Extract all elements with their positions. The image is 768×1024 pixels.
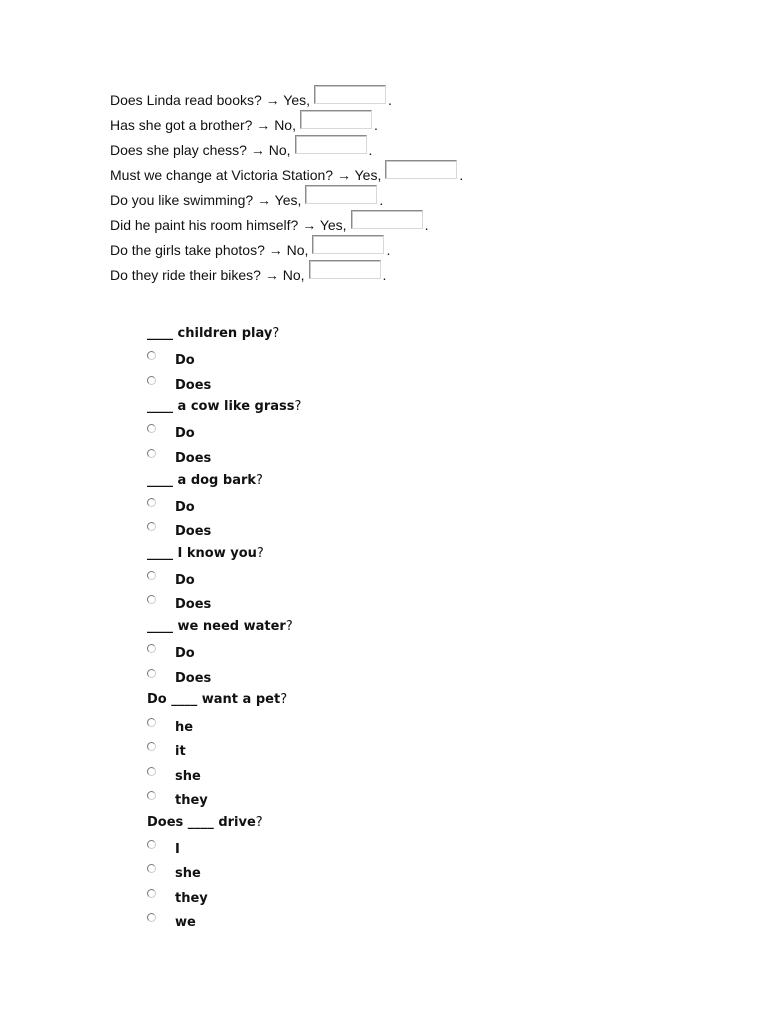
sentence-end: . — [386, 242, 391, 258]
quiz-option[interactable] — [147, 568, 301, 593]
radio-button[interactable] — [147, 571, 156, 580]
question-text: Must we change at Victoria Station? → Yes, — [110, 167, 382, 183]
radio-button[interactable] — [147, 840, 156, 849]
option-label: they — [175, 793, 208, 809]
answer-input[interactable] — [295, 135, 367, 154]
quiz-option[interactable] — [147, 422, 301, 447]
radio-button[interactable] — [147, 767, 156, 776]
radio-button[interactable] — [147, 376, 156, 385]
question-text: Does Linda read books? → Yes, — [110, 92, 311, 108]
quiz-option[interactable] — [147, 519, 301, 544]
question-prompt: Do ____ want a pet — [147, 692, 281, 708]
question-mark: ? — [256, 545, 264, 561]
sentence-end: . — [459, 167, 464, 183]
sentence-end: . — [374, 117, 378, 133]
sentence-end: . — [379, 192, 384, 208]
quiz-option[interactable] — [147, 739, 301, 764]
question-text: Do the girls take photos? → No, — [110, 242, 309, 258]
question-mark: ? — [272, 326, 280, 341]
short-answers-section — [110, 88, 463, 288]
option-label: Does — [175, 450, 212, 466]
question-text: Did he paint his room himself? → Yes, — [110, 217, 347, 233]
answer-input[interactable] — [300, 110, 372, 129]
option-label: I — [175, 841, 180, 857]
option-label: Do — [175, 426, 195, 442]
short-answer-line — [110, 238, 463, 263]
radio-button[interactable] — [147, 522, 156, 531]
radio-button[interactable] — [147, 913, 156, 922]
quiz-question — [147, 690, 301, 714]
question-mark: ? — [256, 472, 263, 488]
radio-button[interactable] — [147, 889, 156, 898]
quiz-option[interactable] — [147, 641, 301, 666]
radio-button[interactable] — [147, 644, 156, 653]
quiz-question — [147, 813, 301, 837]
question-prompt: ____ a cow like grass — [147, 399, 295, 415]
option-label: Do — [175, 499, 195, 515]
sentence-end: . — [424, 217, 429, 233]
radio-button[interactable] — [147, 718, 156, 727]
question-mark: ? — [255, 814, 263, 830]
radio-button[interactable] — [147, 351, 156, 360]
option-label: Does — [175, 377, 212, 393]
question-text: Has she got a brother? → No, — [110, 117, 296, 133]
short-answer-line — [110, 213, 463, 238]
question-mark: ? — [280, 692, 288, 708]
quiz-question — [147, 397, 301, 421]
sentence-end: . — [388, 92, 392, 108]
answer-input[interactable] — [385, 160, 457, 179]
option-label: Does — [175, 597, 212, 613]
answer-input[interactable] — [309, 260, 381, 279]
radio-button[interactable] — [147, 595, 156, 604]
quiz-option[interactable] — [147, 666, 301, 691]
question-text: Does she play chess? → No, — [110, 142, 291, 158]
question-mark: ? — [294, 399, 302, 415]
quiz-option[interactable] — [147, 715, 301, 740]
quiz-option[interactable] — [147, 911, 301, 936]
radio-button[interactable] — [147, 669, 156, 678]
option-label: Does — [175, 524, 212, 540]
short-answer-line — [110, 263, 463, 288]
question-prompt: ____ I know you — [147, 545, 257, 561]
answer-input[interactable] — [312, 235, 384, 254]
question-text: Do they ride their bikes? → No, — [110, 267, 305, 283]
quiz-option[interactable] — [147, 862, 301, 887]
option-label: they — [175, 890, 208, 906]
option-label: Do — [175, 572, 195, 588]
quiz-option[interactable] — [147, 593, 301, 618]
option-label: Do — [175, 646, 195, 662]
question-prompt: ____ a dog bark — [147, 472, 257, 488]
quiz-option[interactable] — [147, 348, 301, 373]
question-text: Do you like swimming? → Yes, — [110, 192, 302, 208]
question-prompt: ____ children play — [147, 326, 273, 341]
option-label: she — [175, 866, 201, 882]
option-label: Does — [175, 670, 212, 686]
quiz-question — [147, 617, 301, 641]
sentence-end: . — [382, 267, 387, 283]
answer-input[interactable] — [305, 185, 377, 204]
radio-button[interactable] — [147, 742, 156, 751]
short-answer-line — [110, 163, 463, 188]
quiz-option[interactable] — [147, 373, 301, 398]
answer-input[interactable] — [314, 85, 386, 104]
quiz-question — [147, 324, 301, 348]
option-label: it — [175, 744, 186, 760]
option-label: he — [175, 719, 194, 735]
quiz-option[interactable] — [147, 764, 301, 789]
short-answer-line — [110, 88, 463, 113]
quiz-option[interactable] — [147, 495, 301, 520]
radio-button[interactable] — [147, 864, 156, 873]
radio-button[interactable] — [147, 498, 156, 507]
quiz-option[interactable] — [147, 446, 301, 471]
quiz-option[interactable] — [147, 788, 301, 813]
option-label: she — [175, 768, 201, 784]
option-label: Do — [175, 353, 195, 369]
quiz-question — [147, 471, 301, 495]
question-mark: ? — [285, 619, 293, 635]
radio-button[interactable] — [147, 791, 156, 800]
quiz-option[interactable] — [147, 886, 301, 911]
answer-input[interactable] — [351, 210, 423, 229]
question-prompt: Does ____ drive — [147, 814, 256, 830]
question-prompt: ____ we need water — [147, 619, 286, 635]
option-label: we — [175, 915, 196, 931]
short-answer-line — [110, 113, 463, 138]
sentence-end: . — [368, 142, 373, 158]
multiple-choice-section — [147, 324, 301, 935]
radio-button[interactable] — [147, 424, 156, 433]
radio-button[interactable] — [147, 449, 156, 458]
quiz-option[interactable] — [147, 837, 301, 862]
quiz-question — [147, 544, 301, 568]
